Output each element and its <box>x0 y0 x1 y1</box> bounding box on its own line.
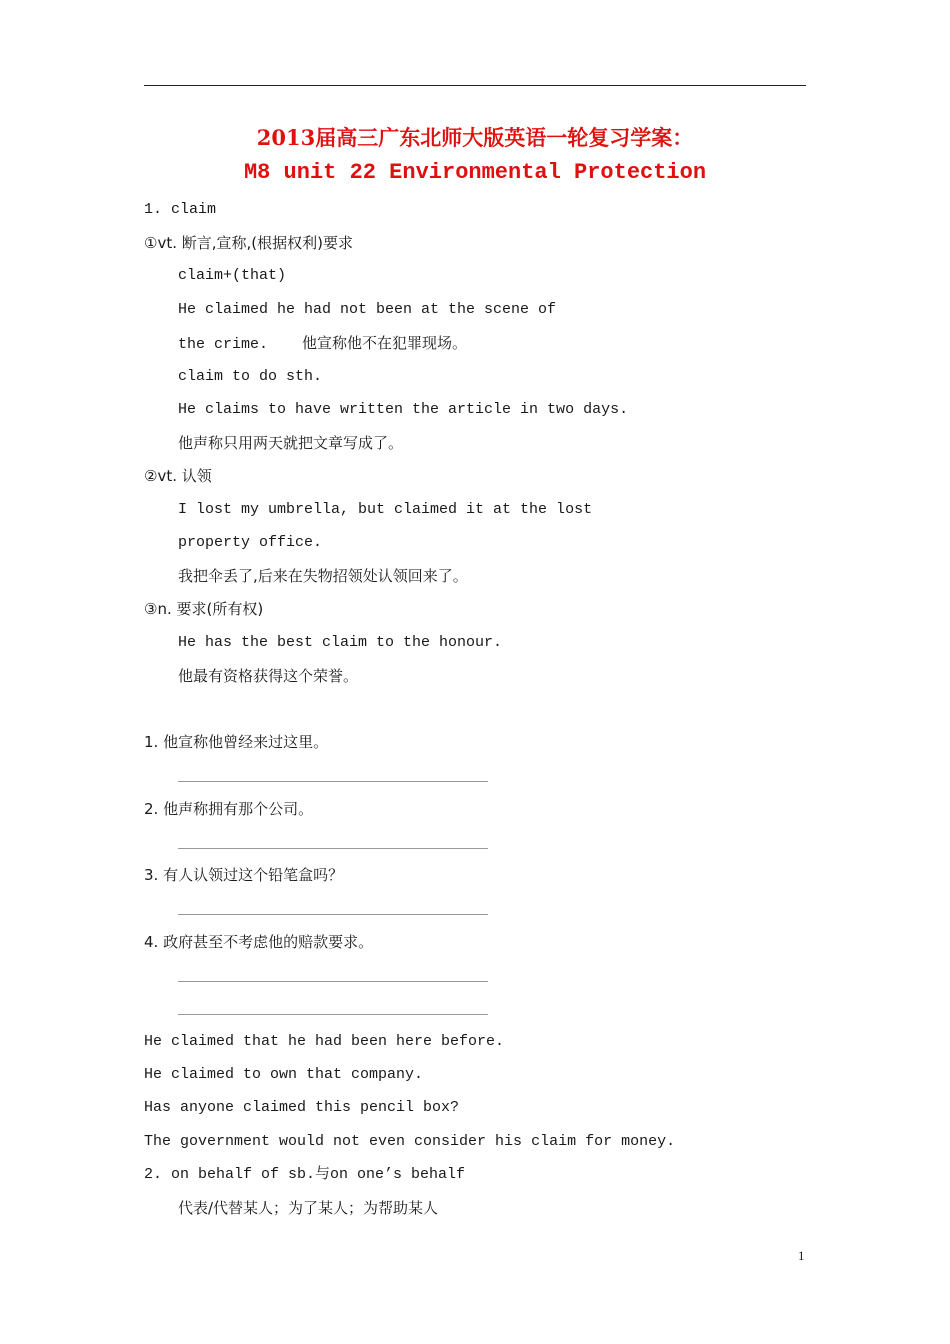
exercise-q2: 2. 他声称拥有那个公司。 <box>144 800 314 818</box>
answer-blank-2 <box>178 848 488 849</box>
pattern-1: claim+(that) <box>178 267 287 284</box>
title-line-1: 2013届高三广东北师大版英语一轮复习学案： <box>256 125 694 150</box>
answer-4: The government would not even consider his claim for money. <box>144 1133 676 1150</box>
example-3a: I lost my umbrella, but claimed it at the lost <box>178 501 593 518</box>
answer-3: Has anyone claimed this pencil box? <box>144 1099 460 1116</box>
example-1b <box>178 333 467 355</box>
example-1b-cn: 他宣称他不在犯罪现场。 <box>302 334 468 352</box>
example-1b-en: the crime. <box>178 336 269 353</box>
section-2-heading: 2. on behalf of sb.与on one’s behalf <box>144 1166 466 1183</box>
example-2-cn: 他声称只用两天就把文章写成了。 <box>178 434 404 452</box>
example-4-cn: 他最有资格获得这个荣誉。 <box>178 667 359 685</box>
example-1a: He claimed he had not been at the scene of <box>178 301 557 318</box>
exercise-q4: 4. 政府甚至不考虑他的赔款要求。 <box>144 933 374 951</box>
exercise-q1: 1. 他宣称他曾经来过这里。 <box>144 733 329 751</box>
example-3b: property office. <box>178 534 323 551</box>
exercise-q3: 3. 有人认领过这个铅笔盒吗？ <box>144 866 344 884</box>
page-number: 1 <box>798 1248 805 1263</box>
header-rule <box>144 85 806 86</box>
sense-2: ②vt. 认领 <box>144 467 212 485</box>
answer-blank-3 <box>178 914 488 915</box>
pattern-2: claim to do sth. <box>178 368 323 385</box>
answer-1: He claimed that he had been here before. <box>144 1033 505 1050</box>
title-line-2: M8 unit 22 Environmental Protection <box>243 160 707 185</box>
example-3-cn: 我把伞丢了,后来在失物招领处认领回来了。 <box>178 567 468 585</box>
answer-blank-1 <box>178 781 488 782</box>
answer-blank-4a <box>178 981 488 982</box>
answer-2: He claimed to own that company. <box>144 1066 424 1083</box>
example-4: He has the best claim to the honour. <box>178 634 503 651</box>
example-2: He claims to have written the article in two days. <box>178 401 629 418</box>
sense-1: ①vt. 断言,宣称,(根据权利)要求 <box>144 234 353 252</box>
section-2-sense: 代表/代替某人；为了某人；为帮助某人 <box>178 1199 439 1217</box>
section-1-heading: 1. claim <box>144 201 217 218</box>
answer-blank-4b <box>178 1014 488 1015</box>
sense-3: ③n. 要求(所有权) <box>144 600 264 618</box>
